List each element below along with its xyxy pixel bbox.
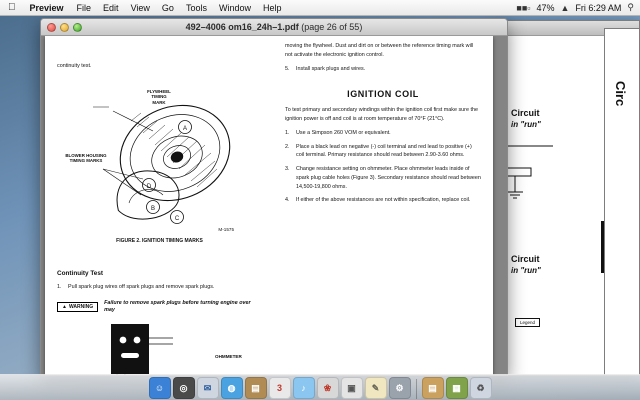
menu-item-edit[interactable]: Edit [95, 2, 112, 13]
close-button[interactable] [47, 23, 56, 32]
dock-item-system-preferences[interactable]: ⚙ [389, 377, 411, 399]
bg-subheading-1: in "run" [511, 120, 541, 129]
dock-item-dashboard[interactable]: ◎ [173, 377, 195, 399]
svg-text:B: B [150, 205, 156, 212]
battery-icon[interactable]: ■■▫ [516, 2, 531, 13]
label-flywheel-timing-mark: FLYWHEEL TIMING MARK [147, 88, 171, 105]
figure-2-caption: FIGURE 2. IGNITION TIMING MARKS [116, 237, 203, 244]
window-controls[interactable] [47, 23, 82, 32]
warning-block [57, 300, 262, 315]
search-icon[interactable]: ⚲ [627, 2, 634, 12]
preview-window[interactable] [40, 18, 508, 376]
menu-item-help[interactable]: Help [255, 2, 274, 13]
bg-legend-label: Legend [515, 318, 540, 327]
coil-step-1 [285, 129, 481, 138]
continuity-test-heading: Continuity Test [57, 269, 104, 277]
wifi-icon[interactable]: ▲ [560, 2, 570, 13]
dock-item-preview[interactable]: ▣ [341, 377, 363, 399]
background-document-window-2[interactable] [604, 28, 640, 376]
menu-bar [0, 0, 640, 16]
dock-separator [416, 379, 417, 399]
coil-step-3-text: Change resistance setting on ohmmeter. Place ohmmeter leads inside of spark plug cable holes (Figure 3). Secondary resistance should read between 14,500-19,800 ohms. [296, 166, 481, 190]
dock-item-finder[interactable]: ☺ [149, 377, 171, 399]
menu-item-view[interactable]: View [123, 2, 143, 13]
warning-badge [57, 302, 98, 312]
right-step-5-number: 5. [285, 65, 290, 72]
menu-app-name[interactable]: Preview [22, 2, 57, 13]
menu-item-go[interactable]: Go [154, 2, 167, 13]
pdf-page [45, 36, 493, 375]
dock-item-downloads-stack[interactable]: ▦ [446, 377, 468, 399]
continuity-step-1-number: 1. [57, 283, 62, 290]
warning-label: WARNING [68, 304, 94, 311]
battery-percent-label: 47% [536, 2, 555, 13]
coil-step-2 [285, 143, 481, 161]
coil-step-1-text: Use a Simpson 260 VOM or equivalent. [296, 129, 391, 136]
right-step-5-text: Install spark plugs and wires. [296, 65, 366, 72]
ohmmeter-label: OHMMETER [215, 354, 242, 359]
figure-2-illustration [57, 77, 257, 227]
bg-subheading-2: in "run" [511, 266, 541, 275]
svg-text:C: C [174, 215, 180, 222]
zoom-button[interactable] [73, 23, 82, 32]
menu-item-tools[interactable]: Tools [178, 2, 200, 13]
window-title [41, 22, 507, 32]
document-scroll-area[interactable] [41, 36, 507, 375]
right-top-text: moving the flywheel. Dust and dirt on or between the reference timing mark will not activate the electronic ignition control. [285, 43, 474, 58]
bg2-vertical-heading: Circ [613, 81, 628, 107]
window-title-page: (page 26 of 55) [301, 22, 363, 32]
dock-item-itunes[interactable]: ♪ [293, 377, 315, 399]
coil-step-2-text: Place a black lead on negative (-) coil terminal and red lead to positive (+) coil terminal. Primary resistance should read between 2.90-3.60 ohms. [296, 143, 472, 159]
dock-item-safari[interactable]: ◍ [221, 377, 243, 399]
page-right-column [285, 36, 481, 210]
coil-step-3-number: 3. [285, 166, 290, 172]
apple-icon[interactable] [0, 3, 23, 13]
coil-step-4-number: 4. [285, 197, 290, 204]
dock-item-text-editor[interactable]: ✎ [365, 377, 387, 399]
right-step-5 [285, 65, 481, 74]
menu-item-window[interactable]: Window [211, 2, 244, 13]
ignition-coil-heading: IGNITION COIL [347, 89, 419, 100]
dock-item-documents-stack[interactable]: ▤ [422, 377, 444, 399]
coil-step-3 [285, 165, 481, 191]
continuity-step-1 [57, 283, 262, 292]
dock-item-ical[interactable]: 3 [269, 377, 291, 399]
drawing-number: M-1575 [218, 226, 234, 232]
window-title-file: 492–4006 om16_24h–1.pdf [185, 22, 299, 32]
warning-triangle-icon: ▲ [62, 304, 67, 311]
preview-titlebar[interactable] [41, 19, 507, 36]
minimize-button[interactable] [60, 23, 69, 32]
coil-step-2-number: 2. [285, 143, 290, 150]
menu-item-file[interactable]: File [69, 2, 84, 13]
coil-step-4 [285, 196, 481, 205]
coil-step-1-number: 1. [285, 129, 290, 136]
warning-text: Failure to remove spark plugs before turning engine over may [104, 299, 251, 314]
bg-heading-1: Circuit [511, 108, 540, 118]
label-blower-housing-timing-marks: BLOWER HOUSING TIMING MARKS [65, 152, 107, 164]
dock-item-mail[interactable]: ✉ [197, 377, 219, 399]
bg-heading-2: Circuit [511, 254, 540, 264]
page-left-column [57, 36, 262, 315]
dock-item-iphoto[interactable]: ❀ [317, 377, 339, 399]
clock-label[interactable]: Fri 6:29 AM [575, 2, 622, 13]
coil-step-4-text: If either of the above resistances are not within specification, replace coil. [296, 197, 471, 204]
dock[interactable] [0, 374, 640, 400]
dock-item-address-book[interactable]: ▤ [245, 377, 267, 399]
dock-item-trash[interactable]: ♻ [470, 377, 492, 399]
ignition-coil-lead: To test primary and secondary windings within the ignition coil first make sure the ignition power is off and coil is at room temperature of 70°F (21°C). [285, 107, 478, 122]
left-intro-text: continuity test. [57, 63, 92, 69]
svg-text:A: A [182, 125, 188, 132]
continuity-step-1-text: Pull spark plug wires off spark plugs and remove spark plugs. [68, 283, 215, 290]
figure-3-ohmmeter-illustration [111, 324, 241, 375]
svg-text:D: D [146, 183, 152, 190]
ohmmeter-drawing [111, 324, 241, 375]
